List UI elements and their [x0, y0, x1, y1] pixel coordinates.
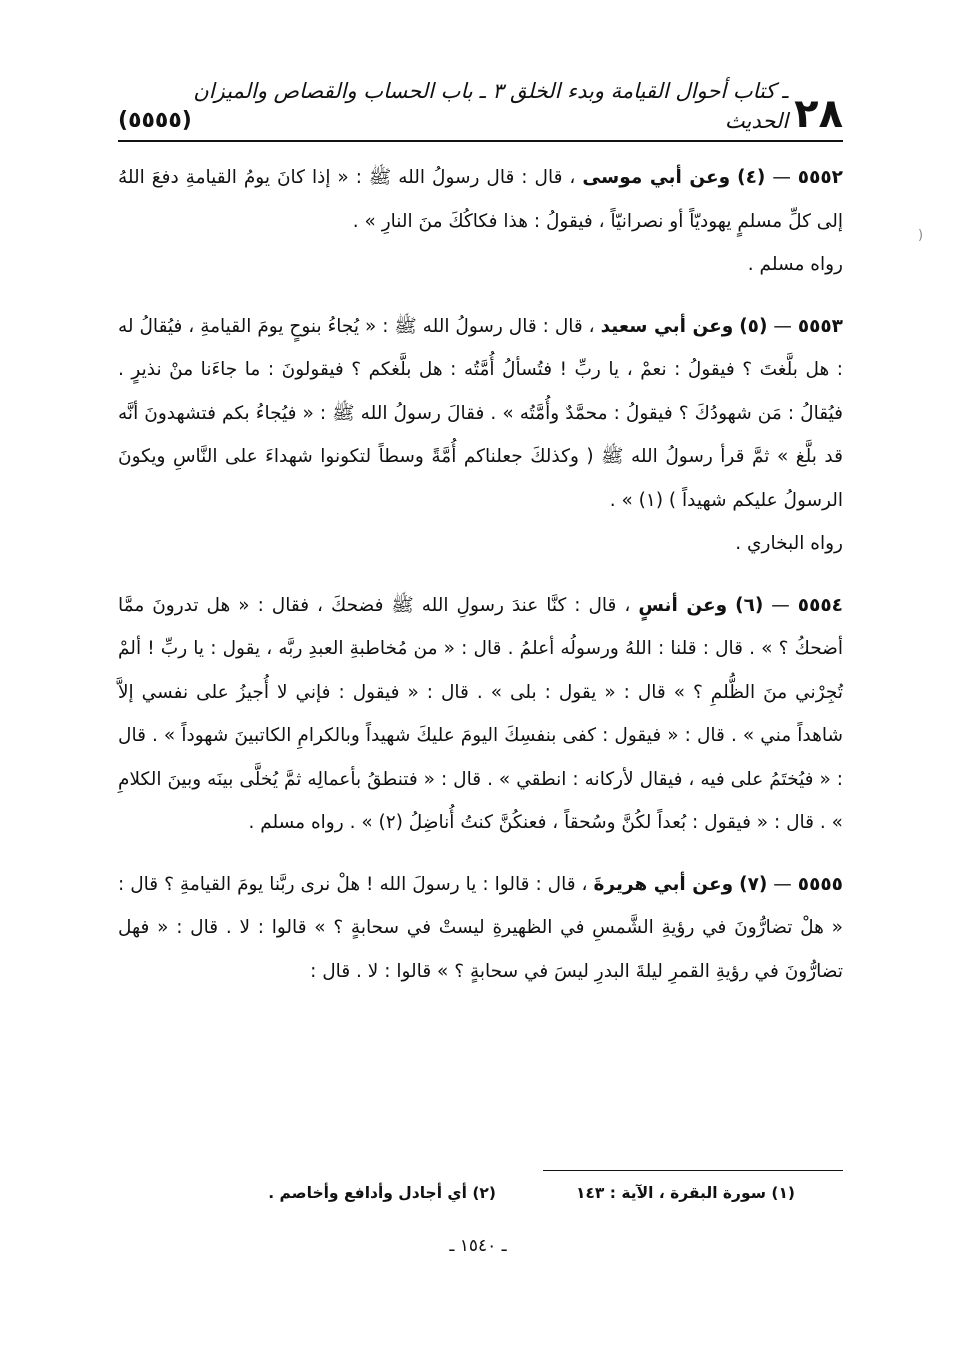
footnote-1: (١) سورة البقرة ، الآية : ١٤٣	[575, 1184, 795, 1202]
hadith-sub-number: (٦)	[735, 594, 764, 616]
hadith-source: رواه البخاري .	[735, 533, 843, 554]
hadith-source: رواه مسلم .	[747, 254, 843, 275]
hadith-number: ٥٥٥٣	[797, 315, 843, 337]
hadith-number: ٥٥٥٤	[797, 594, 843, 616]
page-header	[118, 80, 843, 142]
hadith-narrator: وعن أنسٍ	[638, 594, 728, 616]
hadith-number: ٥٥٥٢	[797, 167, 843, 188]
hadith-paragraph	[118, 863, 843, 994]
hadith-narrator: وعن أبي سعيد	[600, 315, 734, 337]
hadith-number: ٥٥٥٥	[797, 873, 843, 895]
hadith-paragraph	[118, 305, 843, 566]
chapter-number: ٢٨	[794, 91, 843, 137]
hadith-text: ، قال : قال رسولُ الله ﷺ : « إذا كانَ يومُ القيامةِ دفعَ اللهُ إلى كلِّ مسلمٍ يهوديّاً أو نصرانيّاً ، فيقولُ : هذا فكاكُكَ منَ النارِ » .	[118, 167, 843, 232]
header-hadith-ref: (٥٥٥٥)	[118, 108, 192, 133]
hadith-paragraph	[118, 584, 843, 845]
margin-mark: )	[918, 228, 924, 243]
hadith-text: ، قال : كنَّا عندَ رسولِ الله ﷺ فضحكَ ، فقال : « هل تدرونَ ممَّا أضحكُ ؟ » . قال : قلنا : اللهُ ورسولُه أعلمُ . قال : « من مُخاطبةِ العبدِ ربَّه ، يقول : يا ربِّ ! ألمْ تُجِرْني منَ الظُّلمِ ؟ » قال : « يقول : بلى » . قال : « فيقول : فإني لا أُجيزُ على نفسي إلاَّ شاهداً مني » . قال : « فيقول : كفى بنفسِكَ اليومَ عليكَ شهيداً وبالكرامِ الكاتبينَ شهوداً » . قال : « فيُختَمُ على فيه ، فيقال لأركانه : انطقي » . قال : « فتنطقُ بأعمالِه ثمَّ يُخلَّى بينَه وبينَ الكلامِ » . قال : « فيقول : بُعداً لكُنَّ وسُحقاً ، فعنكُنَّ كنتُ أُناضِلُ (٢) » .	[118, 594, 843, 833]
footnote-2: (٢) أي أجادل وأدافع وأخاصم .	[268, 1184, 496, 1202]
hadith-narrator: وعن أبي هريرةَ	[593, 873, 734, 895]
dash: —	[767, 873, 792, 895]
hadith-text: ، قال : قالوا : يا رسولَ الله ! هلْ نرى ربَّنا يومَ القيامةِ ؟ قال : « هلْ تضارُّونَ في رؤيةِ الشَّمسِ في الظهيرةِ ليستْ في سحابةٍ ؟ » قالوا : لا . قال : « فهل تضارُّونَ في رؤيةِ القمرِ ليلةَ البدرِ ليسَ في سحابةٍ ؟ » قالوا : لا . قال :	[118, 873, 843, 982]
dash: —	[763, 594, 790, 616]
page-number: ـ ١٥٤٠ ـ	[449, 1236, 507, 1256]
page	[118, 80, 843, 1011]
footnote-row	[118, 1181, 843, 1205]
footnotes	[118, 1170, 843, 1205]
dash: —	[767, 315, 792, 337]
chapter-title: ـ كتاب أحوال القيامة وبدء الخلق ٣ ـ باب الحساب والقصاص والميزان الحديث	[193, 79, 789, 133]
hadith-paragraph	[118, 156, 843, 287]
hadith-text: ، قال : قال رسولُ الله ﷺ : « يُجاءُ بنوحٍ يومَ القيامةِ ، فيُقالُ له : هل بلَّغتَ ؟ فيقولُ : نعمْ ، يا ربِّ ! فتُسألُ أُمَّتُه : هل بلَّغكم ؟ فيقولونَ : ما جاءَنا منْ نذيرٍ . فيُقالُ : مَن شهودُكَ ؟ فيقولُ : محمَّدٌ وأُمَّتُه » . فقالَ رسولُ الله ﷺ : « فيُجاءُ بكم فتشهدونَ أنَّه قد بلَّغ » ثمَّ قرأ رسولُ الله ﷺ ( وكذلكَ جعلناكم أُمَّةً وسطاً لتكونوا شهداءَ على النَّاسِ ويكونَ الرسولُ عليكم شهيداً ) (١) » .	[118, 315, 843, 511]
footnote-rule	[543, 1170, 843, 1171]
hadith-sub-number: (٤)	[737, 167, 766, 188]
hadith-sub-number: (٧)	[739, 873, 768, 895]
page-body	[118, 156, 843, 993]
dash: —	[765, 167, 791, 188]
hadith-source-inline: رواه مسلم .	[248, 812, 344, 833]
hadith-narrator: وعن أبي موسى	[582, 167, 731, 188]
hadith-sub-number: (٥)	[739, 315, 768, 337]
